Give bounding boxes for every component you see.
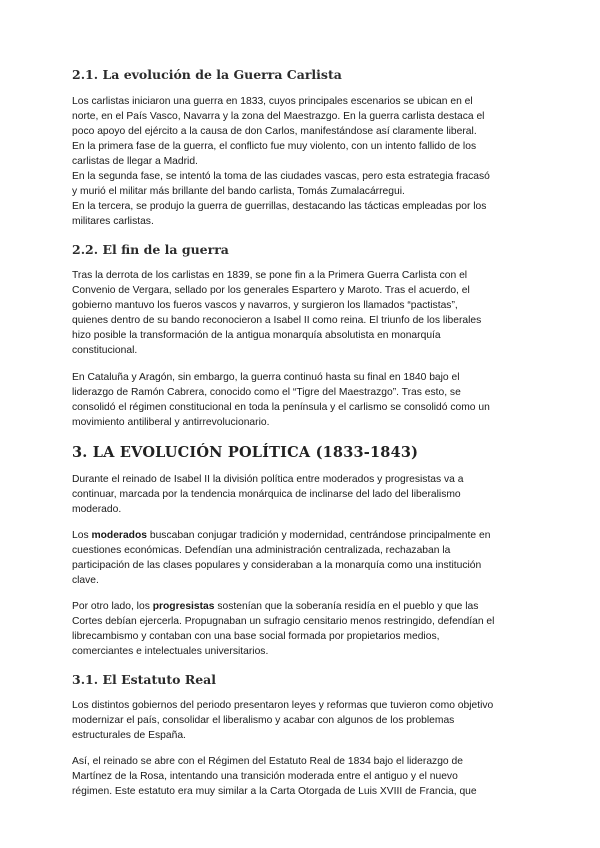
paragraph-3-progresistas (72, 599, 532, 659)
text-line (72, 599, 532, 614)
paragraph-2-1 (72, 94, 532, 229)
text-line: modernizar el país, consolidar el liberalismo y acabar con algunos de los problemas (72, 715, 455, 726)
text-line: Así, el reinado se abre con el Régimen del Estatuto Real de 1834 bajo el liderazgo de (72, 756, 463, 767)
text-line: estructurales de España. (72, 730, 186, 741)
paragraph-3-a (72, 472, 532, 517)
paragraph-3-1-b (72, 754, 532, 799)
heading-3: 3. LA EVOLUCIÓN POLÍTICA (1833-1843) (72, 444, 419, 461)
text-line: Cortes debían ejercerla. Propugnaban un sufragio censitario menos restringido, defendían el (72, 616, 495, 627)
text-line: librecambismo y contaban con una base social formada por propietarios medios, (72, 631, 440, 642)
text-line: Martínez de la Rosa, intentando una transición moderada entre el antiguo y el nuevo (72, 771, 458, 782)
paragraph-2-2-a (72, 268, 532, 358)
text-line: movimiento antiliberal y antirrevolucionario. (72, 417, 270, 428)
text-line: régimen. Este estatuto era muy similar a la Carta Otorgada de Luis XVIII de Francia, que (72, 786, 477, 797)
heading-2-1: 2.1. La evolución de la Guerra Carlista (72, 67, 342, 82)
text-line: Durante el reinado de Isabel II la división política entre moderados y progresistas va a (72, 474, 464, 485)
text-line: consolidó el régimen constitucional en toda la península y el carlismo se consolidó como un (72, 402, 490, 413)
text-run: buscaban conjugar tradición y modernidad, centrándose principalmente en (146, 530, 491, 541)
text-line: constitucional. (72, 345, 138, 356)
text-line: comerciantes e intelectuales universitarios. (72, 646, 269, 657)
text-line: clave. (72, 575, 99, 586)
text-line: continuar, marcada por la tendencia monárquica de inclinarse del lado del liberalismo (72, 489, 461, 500)
text-run: Los (72, 530, 92, 541)
text-line: Los carlistas iniciaron una guerra en 1833, cuyos principales escenarios se ubican en el (72, 96, 473, 107)
text-line: En la tercera, se produjo la guerra de guerrillas, destacando las tácticas empleadas por los (72, 201, 487, 212)
text-line: En la segunda fase, se intentó la toma de las ciudades vascas, pero esta estrategia fracasó (72, 171, 490, 182)
text-line: moderado. (72, 504, 122, 515)
text-line: hizo posible la transformación de la antigua monarquía absolutista en monarquía (72, 330, 441, 341)
heading-2-2: 2.2. El fin de la guerra (72, 242, 229, 257)
heading-3-1: 3.1. El Estatuto Real (72, 672, 217, 687)
text-line: y murió el militar más brillante del bando carlista, Tomás Zumalacárregui. (72, 186, 405, 197)
document-page (72, 66, 532, 799)
text-line: Los distintos gobiernos del periodo presentaron leyes y reformas que tuvieron como objetivo (72, 700, 494, 711)
text-line: militares carlistas. (72, 216, 154, 227)
text-line: poco apoyo del ejército a la causa de don Carlos, manifestándose así claramente liberal. (72, 126, 477, 137)
text-line: Tras la derrota de los carlistas en 1839, se pone fin a la Primera Guerra Carlista con el (72, 270, 468, 281)
text-line: carlistas de llegar a Madrid. (72, 156, 198, 167)
text-run: Por otro lado, los (72, 601, 153, 612)
text-line: Convenio de Vergara, sellado por los generales Espartero y Maroto. Tras el acuerdo, el (72, 285, 470, 296)
paragraph-3-moderados (72, 528, 532, 588)
text-line: participación de las clases populares y consideraban a la monarquía como una institución (72, 560, 482, 571)
text-line: En la primera fase de la guerra, el conflicto fue muy violento, con un intento fallido de los (72, 141, 477, 152)
text-line: norte, en el País Vasco, Navarra y la zona del Maestrazgo. En la guerra carlista destaca el (72, 111, 485, 122)
paragraph-3-1-a (72, 698, 532, 743)
text-line (72, 528, 532, 543)
text-line: En Cataluña y Aragón, sin embargo, la guerra continuó hasta su final en 1840 bajo el (72, 372, 460, 383)
term-progresistas: progresistas (152, 601, 215, 612)
paragraph-2-2-b (72, 370, 532, 430)
text-line: gobierno mantuvo los fueros vascos y navarros, y surgieron los llamados “pactistas”, (72, 300, 458, 311)
term-moderados: moderados (91, 530, 147, 541)
text-line: cuestiones económicas. Defendían una administración centralizada, rechazaban la (72, 545, 451, 556)
text-run: sostenían que la soberanía residía en el pueblo y que las (214, 601, 479, 612)
text-line: liderazgo de Ramón Cabrera, conocido como el “Tigre del Maestrazgo”. Tras esto, se (72, 387, 461, 398)
text-line: quienes dentro de su bando reconocieron a Isabel II como reina. El triunfo de los liberales (72, 315, 482, 326)
